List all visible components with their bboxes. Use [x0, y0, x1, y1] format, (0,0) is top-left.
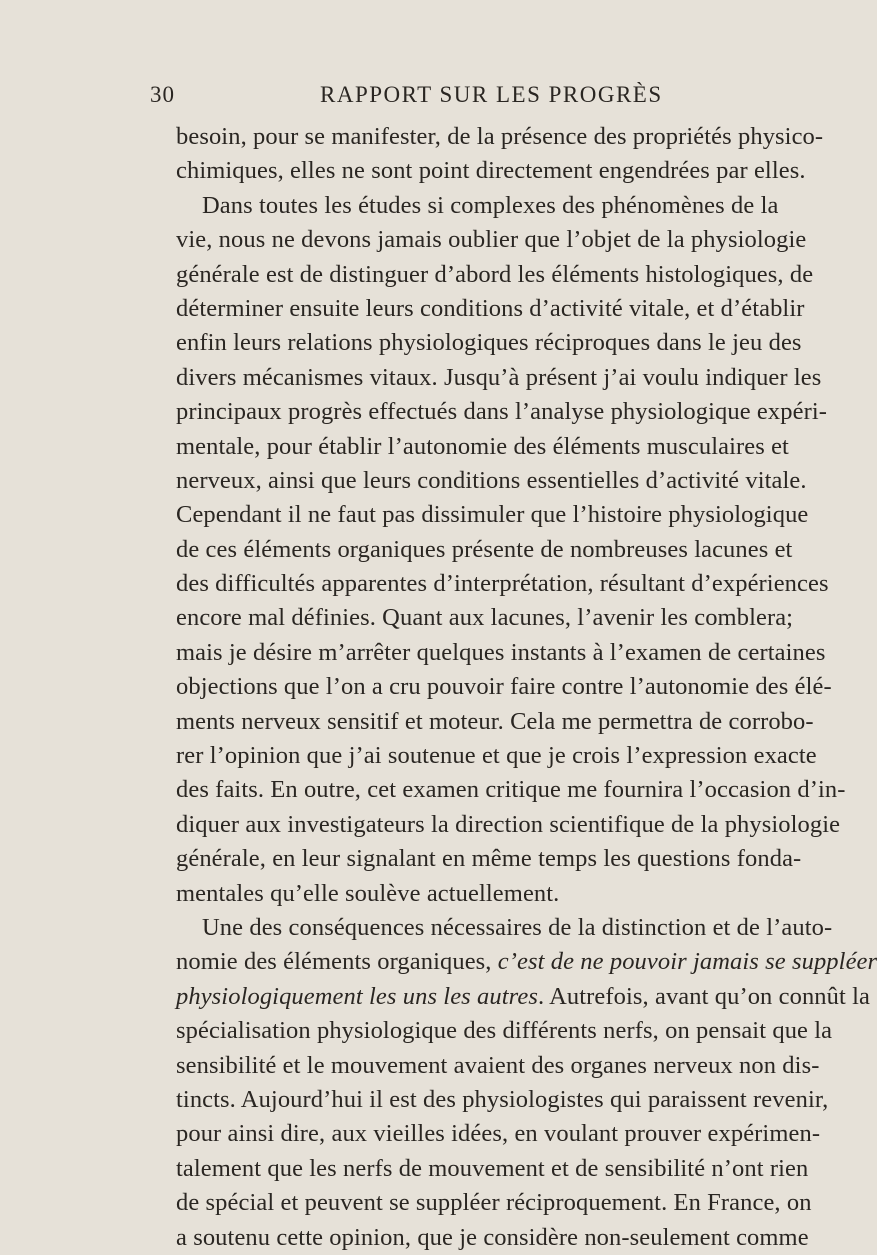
text-line: Dans toutes les études si complexes des phénomènes de la	[202, 191, 779, 219]
text-line: vie, nous ne devons jamais oublier que l’objet de la physiologie	[176, 226, 807, 254]
text-line: a soutenu cette opinion, que je considère non-seulement comme	[176, 1223, 809, 1251]
text-line: divers mécanismes vitaux. Jusqu’à présent j’ai voulu indiquer les	[176, 363, 822, 391]
text-line: besoin, pour se manifester, de la présence des propriétés physico-	[176, 123, 824, 150]
running-head: RAPPORT SUR LES PROGRÈS	[320, 82, 663, 107]
text-line: générale est de distinguer d’abord les éléments histologiques, de	[176, 260, 814, 288]
text-run: nomie des éléments organiques,	[176, 948, 498, 976]
text-line: sensibilité et le mouvement avaient des organes nerveux non dis-	[176, 1051, 820, 1079]
text-line: tincts. Aujourd’hui il est des physiologistes qui paraissent revenir,	[176, 1085, 829, 1113]
text-line: encore mal définies. Quant aux lacunes, l’avenir les comblera;	[176, 604, 794, 632]
text-line: Cependant il ne faut pas dissimuler que l’histoire physiologique	[176, 501, 809, 529]
text-line: ments nerveux sensitif et moteur. Cela me permettra de corrobo-	[176, 707, 814, 735]
text-line: déterminer ensuite leurs conditions d’activité vitale, et d’établir	[176, 294, 805, 322]
text-run: . Autrefois, avant qu’on connût la	[537, 982, 871, 1010]
text-line: de ces éléments organiques présente de nombreuses lacunes et	[176, 535, 793, 563]
text-line: chimiques, elles ne sont point directement engendrées par elles.	[176, 157, 806, 185]
text-line: nerveux, ainsi que leurs conditions essentielles d’activité vitale.	[176, 466, 807, 494]
italic-phrase: physiologiquement les uns les autres	[176, 982, 538, 1010]
text-line	[176, 945, 877, 979]
text-line: Une des conséquences nécessaires de la distinction et de l’auto-	[202, 913, 833, 941]
text-line: enfin leurs relations physiologiques réciproques dans le jeu des	[176, 329, 802, 357]
text-line: des faits. En outre, cet examen critique me fournira l’occasion d’in-	[176, 776, 846, 804]
text-line: pour ainsi dire, aux vieilles idées, en voulant prouver expérimen-	[176, 1120, 821, 1148]
text-line: mentales qu’elle soulève actuellement.	[176, 879, 560, 907]
text-line: principaux progrès effectués dans l’analyse physiologique expéri-	[176, 398, 828, 426]
text-line: objections que l’on a cru pouvoir faire contre l’autonomie des élé-	[176, 673, 832, 701]
italic-phrase: c’est de ne pouvoir jamais se suppléer	[497, 948, 877, 976]
text-line: générale, en leur signalant en même temps les questions fonda-	[176, 845, 802, 873]
text-line: talement que les nerfs de mouvement et de sensibilité n’ont rien	[176, 1154, 809, 1182]
text-line	[176, 980, 871, 1014]
text-line: spécialisation physiologique des différents nerfs, on pensait que la	[176, 1017, 833, 1045]
text-line: rer l’opinion que j’ai soutenue et que je crois l’expression exacte	[176, 742, 817, 770]
text-line: mentale, pour établir l’autonomie des éléments musculaires et	[176, 432, 789, 460]
text-line: mais je désire m’arrêter quelques instants à l’examen de certaines	[176, 638, 826, 666]
text-line: des difficultés apparentes d’interprétation, résultant d’expériences	[176, 570, 829, 598]
text-line: de spécial et peuvent se suppléer réciproquement. En France, on	[176, 1189, 812, 1217]
page-header	[150, 82, 790, 118]
page-number: 30	[150, 82, 175, 107]
body-text	[176, 120, 877, 1255]
text-line: diquer aux investigateurs la direction scientifique de la physiologie	[176, 810, 841, 838]
